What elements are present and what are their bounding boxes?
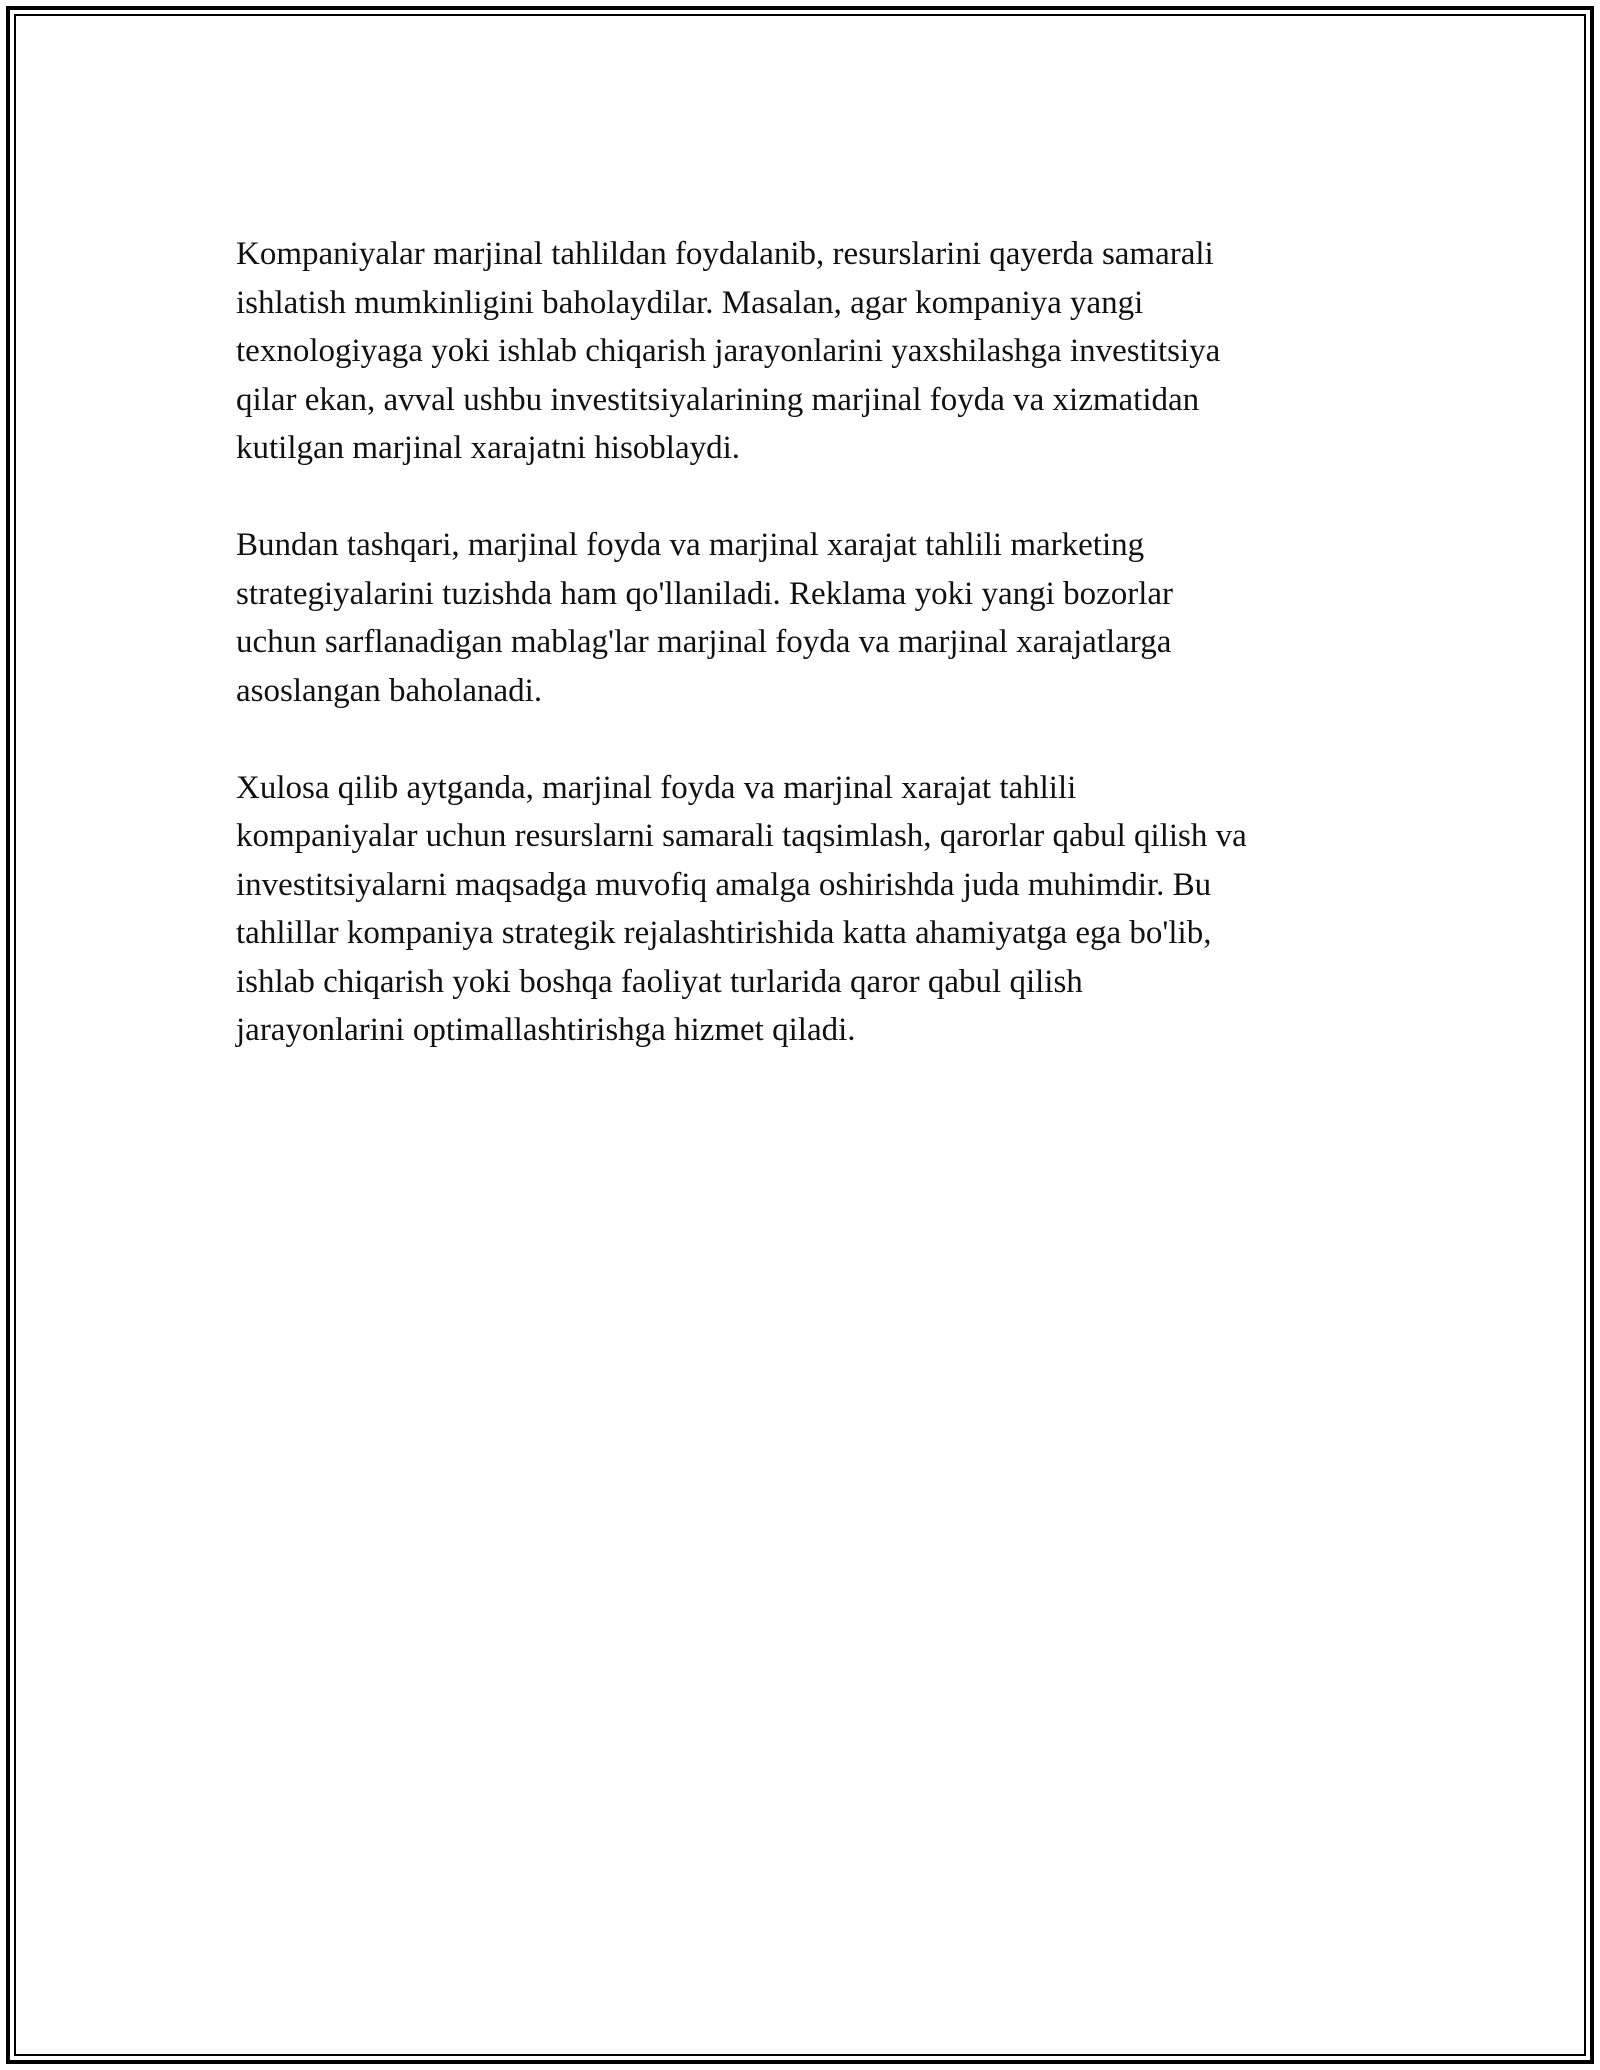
paragraph: Xulosa qilib aytganda, marjinal foyda va marjinal xarajat tahlili kompaniyalar uchun resurslarni samarali taqsimlash, qarorlar qabul qilish va investitsiyalarni maqsadga muvofiq amalga oshirishda juda muhimdir. Bu tahlillar kompaniya strategik rejalashtirishida katta ahamiyatga ega bo'lib, ishlab chiqarish yoki boshqa faoliyat turlarida qaror qabul qilish jarayonlarini optimallashtirishga hizmet qiladi. bbox=[236, 769, 1247, 1048]
paragraph: Kompaniyalar marjinal tahlildan foydalanib, resurslarini qayerda samarali ishlatish mumkinligini baholaydilar. Masalan, agar kompaniya yangi texnologiyaga yoki ishlab chiqarish jarayonlarini yaxshilashga investitsiya qilar ekan, avval ushbu investitsiyalarining marjinal foyda va xizmatidan kutilgan marjinal xarajatni hisoblaydi. bbox=[236, 236, 1221, 466]
paragraph: Bundan tashqari, marjinal foyda va marjinal xarajat tahlili marketing strategiyalarini tuzishda ham qo'llaniladi. Reklama yoki yangi bozorlar uchun sarflanadigan mablag'lar marjinal foyda va marjinal xarajatlarga asoslangan baholanadi. bbox=[236, 527, 1174, 709]
document-body bbox=[236, 230, 1376, 1103]
